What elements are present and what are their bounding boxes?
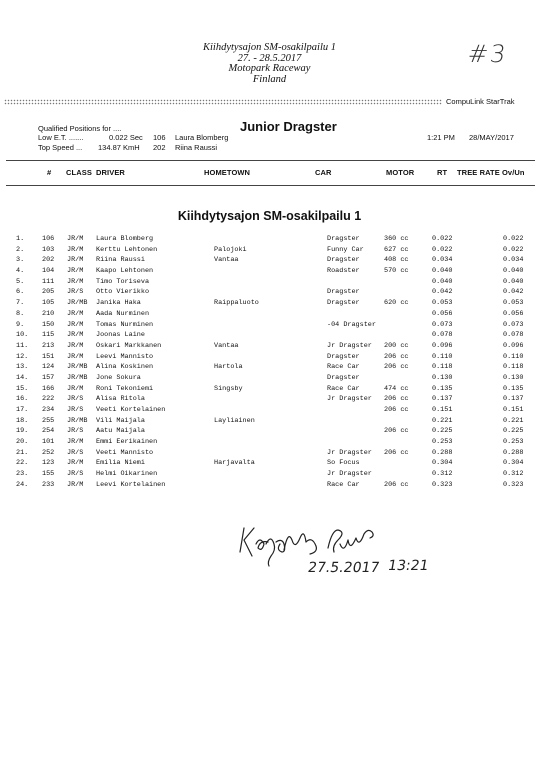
low-et-car: 106 — [153, 133, 166, 142]
row-ov-un: 0.034 — [503, 256, 524, 265]
table-row — [0, 287, 539, 298]
row-class: JR/M — [67, 438, 84, 447]
table-row — [0, 320, 539, 331]
results-table — [0, 234, 539, 491]
col-tree-rate: TREE RATE — [457, 168, 500, 177]
row-class: JR/MB — [67, 416, 88, 425]
row-rt: 0.323 — [432, 480, 453, 489]
row-driver: Jone Sokura — [96, 373, 141, 382]
row-ov-un: 0.078 — [503, 331, 524, 340]
row-car: Race Car — [327, 480, 360, 489]
col-driver: DRIVER — [96, 168, 125, 177]
table-row — [0, 426, 539, 437]
table-row — [0, 437, 539, 448]
row-rt: 0.130 — [432, 373, 453, 382]
row-rt: 0.137 — [432, 395, 453, 404]
row-class: JR/M — [67, 459, 84, 468]
row-number: 222 — [42, 395, 55, 404]
low-et-label: Low E.T. ....... — [38, 133, 84, 142]
row-car: Race Car — [327, 363, 360, 372]
row-ov-un: 0.288 — [503, 448, 524, 457]
row-position: 10. — [16, 331, 29, 340]
row-driver: Veeti Kortelainen — [96, 406, 166, 414]
row-position: 13. — [16, 363, 29, 372]
row-number: 105 — [42, 299, 55, 308]
table-row — [0, 234, 539, 245]
row-car: Funny Car — [327, 245, 364, 254]
row-position: 16. — [16, 395, 29, 404]
row-rt: 0.151 — [432, 406, 453, 414]
row-class: JR/M — [67, 480, 84, 489]
table-row — [0, 480, 539, 491]
row-ov-un: 0.118 — [503, 363, 524, 372]
table-row — [0, 245, 539, 256]
col-motor: MOTOR — [386, 168, 415, 177]
col-class: CLASS — [66, 168, 92, 177]
row-position: 9. — [16, 320, 25, 329]
row-rt: 0.073 — [432, 320, 453, 329]
row-ov-un: 0.323 — [503, 480, 524, 489]
row-rt: 0.053 — [432, 299, 453, 308]
row-position: 2. — [16, 245, 25, 254]
row-driver: Veeti Mannisto — [96, 448, 154, 457]
row-rt: 0.135 — [432, 384, 453, 393]
row-car: Dragster — [327, 373, 360, 382]
row-class: JR/S — [67, 406, 84, 414]
event-venue: Motopark Raceway — [228, 63, 311, 74]
row-car: Dragster — [327, 288, 360, 297]
row-driver: Leevi Mannisto — [96, 352, 154, 361]
row-number: 123 — [42, 459, 55, 468]
row-ov-un: 0.040 — [503, 267, 524, 276]
row-ov-un: 0.225 — [503, 427, 524, 436]
row-number: 254 — [42, 427, 55, 436]
table-row — [0, 255, 539, 266]
row-motor: 206 cc — [384, 363, 409, 372]
row-hometown: Vantaa — [214, 256, 239, 265]
row-position: 17. — [16, 406, 29, 414]
row-ov-un: 0.022 — [503, 245, 524, 254]
row-position: 6. — [16, 288, 25, 297]
table-row — [0, 352, 539, 363]
row-number: 233 — [42, 480, 55, 489]
col-car: CAR — [315, 168, 332, 177]
row-rt: 0.312 — [432, 470, 453, 479]
row-car: Race Car — [327, 384, 360, 393]
row-motor: 206 cc — [384, 395, 409, 404]
table-row — [0, 309, 539, 320]
col-hometown: HOMETOWN — [204, 168, 251, 177]
row-number: 104 — [42, 267, 55, 276]
col-num: # — [47, 168, 52, 177]
table-row — [0, 394, 539, 405]
table-row — [0, 362, 539, 373]
row-driver: Kaapo Lehtonen — [96, 267, 154, 276]
table-row — [0, 298, 539, 309]
row-rt: 0.022 — [432, 235, 453, 243]
row-driver: Timo Toriseva — [96, 277, 150, 286]
row-car: Jr Dragster — [327, 470, 372, 479]
row-class: JR/M — [67, 352, 84, 361]
top-speed-value: 134.87 KmH — [98, 143, 140, 152]
row-number: 210 — [42, 309, 55, 318]
row-ov-un: 0.312 — [503, 470, 524, 479]
row-ov-un: 0.110 — [503, 352, 524, 361]
report-time: 1:21 PM — [427, 133, 455, 142]
row-car: Dragster — [327, 235, 360, 243]
row-driver: Alisa Ritola — [96, 395, 145, 404]
row-motor: 206 cc — [384, 427, 409, 436]
event-title-block — [0, 43, 539, 85]
row-driver: Alina Koskinen — [96, 363, 154, 372]
event-name: Kiihdytysajon SM-osakilpailu 1 — [203, 42, 336, 53]
row-number: 213 — [42, 341, 55, 350]
row-ov-un: 0.130 — [503, 373, 524, 382]
row-class: JR/S — [67, 470, 84, 479]
row-car: Dragster — [327, 299, 360, 308]
row-hometown: Vantaa — [214, 341, 239, 350]
row-number: 151 — [42, 352, 55, 361]
row-position: 1. — [16, 235, 25, 243]
signature-time: 13:21 — [386, 558, 430, 574]
row-position: 19. — [16, 427, 29, 436]
row-hometown: Singsby — [214, 384, 243, 393]
low-et-value: 0.022 Sec — [109, 133, 143, 142]
row-car: So Focus — [327, 459, 360, 468]
table-row — [0, 405, 539, 416]
row-class: JR/M — [67, 341, 84, 350]
table-row — [0, 266, 539, 277]
row-car: Roadster — [327, 267, 360, 276]
row-car: Jr Dragster — [327, 395, 372, 404]
row-driver: Roni Tekoniemi — [96, 384, 154, 393]
row-number: 103 — [42, 245, 55, 254]
row-driver: Laura Blomberg — [96, 235, 154, 243]
qualified-label: Qualified Positions for .... — [38, 124, 122, 133]
row-motor: 408 cc — [384, 256, 409, 265]
row-rt: 0.110 — [432, 352, 453, 361]
row-rt: 0.253 — [432, 438, 453, 447]
row-car: Jr Dragster — [327, 341, 372, 350]
header-rule-bottom — [6, 185, 535, 186]
row-number: 202 — [42, 256, 55, 265]
row-rt: 0.042 — [432, 288, 453, 297]
brand-label: CompuLink StarTrak — [446, 97, 515, 106]
table-row — [0, 458, 539, 469]
row-car: Dragster — [327, 256, 360, 265]
row-number: 157 — [42, 373, 55, 382]
row-driver: Joonas Laine — [96, 331, 145, 340]
row-motor: 620 cc — [384, 299, 409, 308]
row-position: 20. — [16, 438, 29, 447]
row-position: 11. — [16, 341, 29, 350]
row-car: Jr Dragster — [327, 448, 372, 457]
row-class: JR/M — [67, 320, 84, 329]
row-rt: 0.056 — [432, 309, 453, 318]
row-position: 18. — [16, 416, 29, 425]
row-class: JR/S — [67, 448, 84, 457]
row-position: 3. — [16, 256, 25, 265]
low-et-driver: Laura Blomberg — [175, 133, 229, 142]
row-driver: Tomas Nurminen — [96, 320, 154, 329]
top-speed-label: Top Speed ... — [38, 143, 83, 152]
row-class: JR/M — [67, 309, 84, 318]
row-rt: 0.288 — [432, 448, 453, 457]
row-ov-un: 0.056 — [503, 309, 524, 318]
row-ov-un: 0.040 — [503, 277, 524, 286]
row-rt: 0.225 — [432, 427, 453, 436]
row-motor: 206 cc — [384, 480, 409, 489]
row-number: 115 — [42, 331, 55, 340]
dotted-separator — [4, 99, 442, 105]
table-row — [0, 330, 539, 341]
row-class: JR/S — [67, 395, 84, 404]
row-hometown: Layliainen — [214, 416, 255, 425]
row-number: 101 — [42, 438, 55, 447]
col-rt: RT — [437, 168, 448, 177]
table-row — [0, 416, 539, 427]
row-ov-un: 0.042 — [503, 288, 524, 297]
col-ov-un: Ov/Un — [502, 168, 525, 177]
row-hometown: Raippaluoto — [214, 299, 259, 308]
class-title: Junior Dragster — [240, 119, 337, 134]
row-ov-un: 0.137 — [503, 395, 524, 404]
row-position: 14. — [16, 373, 29, 382]
row-car: Dragster — [327, 352, 360, 361]
row-rt: 0.096 — [432, 341, 453, 350]
row-position: 5. — [16, 277, 25, 286]
row-hometown: Palojoki — [214, 245, 247, 254]
row-motor: 206 cc — [384, 448, 409, 457]
row-number: 124 — [42, 363, 55, 372]
row-driver: Oskari Markkanen — [96, 341, 162, 350]
row-driver: Vili Maijala — [96, 416, 145, 425]
row-class: JR/M — [67, 331, 84, 340]
row-ov-un: 0.135 — [503, 384, 524, 393]
row-rt: 0.221 — [432, 416, 453, 425]
row-ov-un: 0.053 — [503, 299, 524, 308]
header-rule-top — [6, 160, 535, 161]
row-driver: Aada Nurminen — [96, 309, 150, 318]
row-motor: 206 cc — [384, 352, 409, 361]
row-number: 106 — [42, 235, 55, 243]
row-class: JR/M — [67, 384, 84, 393]
row-ov-un: 0.253 — [503, 438, 524, 447]
row-number: 255 — [42, 416, 55, 425]
row-motor: 570 cc — [384, 267, 409, 276]
row-driver: Aatu Maijala — [96, 427, 145, 436]
row-hometown: Harjavalta — [214, 459, 255, 468]
table-row — [0, 384, 539, 395]
row-motor: 360 cc — [384, 235, 409, 243]
row-rt: 0.304 — [432, 459, 453, 468]
row-class: JR/MB — [67, 299, 88, 308]
row-car: -04 Dragster — [327, 320, 376, 329]
row-hometown: Hartola — [214, 363, 243, 372]
row-position: 12. — [16, 352, 29, 361]
row-rt: 0.040 — [432, 267, 453, 276]
row-motor: 474 cc — [384, 384, 409, 393]
results-title: Kiihdytysajon SM-osakilpailu 1 — [177, 209, 362, 223]
row-number: 150 — [42, 320, 55, 329]
row-position: 8. — [16, 309, 25, 318]
row-rt: 0.078 — [432, 331, 453, 340]
row-class: JR/M — [67, 235, 84, 243]
row-position: 21. — [16, 448, 29, 457]
row-position: 15. — [16, 384, 29, 393]
row-driver: Helmi Oikarinen — [96, 470, 158, 479]
row-motor: 206 cc — [384, 406, 409, 414]
row-number: 252 — [42, 448, 55, 457]
top-speed-driver: Riina Raussi — [175, 143, 218, 152]
row-number: 166 — [42, 384, 55, 393]
report-date: 28/MAY/2017 — [469, 133, 514, 142]
row-rt: 0.118 — [432, 363, 453, 372]
row-position: 7. — [16, 299, 25, 308]
row-ov-un: 0.221 — [503, 416, 524, 425]
row-position: 22. — [16, 459, 29, 468]
row-motor: 627 cc — [384, 245, 409, 254]
row-driver: Otto Vierikko — [96, 288, 150, 297]
row-driver: Kerttu Lehtonen — [96, 245, 158, 254]
row-rt: 0.022 — [432, 245, 453, 254]
row-ov-un: 0.304 — [503, 459, 524, 468]
row-class: JR/M — [67, 256, 84, 265]
top-speed-car: 202 — [153, 143, 166, 152]
row-ov-un: 0.151 — [503, 406, 524, 414]
event-dates: 27. - 28.5.2017 — [237, 52, 302, 64]
row-number: 111 — [42, 277, 55, 286]
row-class: JR/S — [67, 288, 84, 297]
row-motor: 200 cc — [384, 341, 409, 350]
row-class: JR/MB — [67, 363, 88, 372]
table-row — [0, 448, 539, 459]
table-row — [0, 341, 539, 352]
row-number: 234 — [42, 406, 55, 414]
row-ov-un: 0.096 — [503, 341, 524, 350]
table-row — [0, 373, 539, 384]
row-class: JR/M — [67, 245, 84, 254]
row-number: 155 — [42, 470, 55, 479]
row-rt: 0.040 — [432, 277, 453, 286]
event-country: Finland — [252, 73, 287, 85]
row-driver: Riina Raussi — [96, 256, 145, 265]
row-position: 23. — [16, 470, 29, 479]
handwritten-page-number: #3 — [466, 40, 510, 68]
row-ov-un: 0.073 — [503, 320, 524, 329]
table-row — [0, 469, 539, 480]
row-class: JR/MB — [67, 373, 88, 382]
row-class: JR/M — [67, 267, 84, 276]
row-class: JR/S — [67, 427, 84, 436]
signature-date: 27.5.2017 — [306, 560, 381, 576]
row-number: 205 — [42, 288, 55, 297]
row-driver: Janika Haka — [96, 299, 141, 308]
row-position: 4. — [16, 267, 25, 276]
row-driver: Emmi Eerikainen — [96, 438, 158, 447]
row-position: 24. — [16, 480, 29, 489]
table-row — [0, 277, 539, 288]
row-driver: Leevi Kortelainen — [96, 480, 166, 489]
row-class: JR/M — [67, 277, 84, 286]
row-rt: 0.034 — [432, 256, 453, 265]
row-driver: Emilia Niemi — [96, 459, 145, 468]
row-ov-un: 0.022 — [503, 235, 524, 243]
